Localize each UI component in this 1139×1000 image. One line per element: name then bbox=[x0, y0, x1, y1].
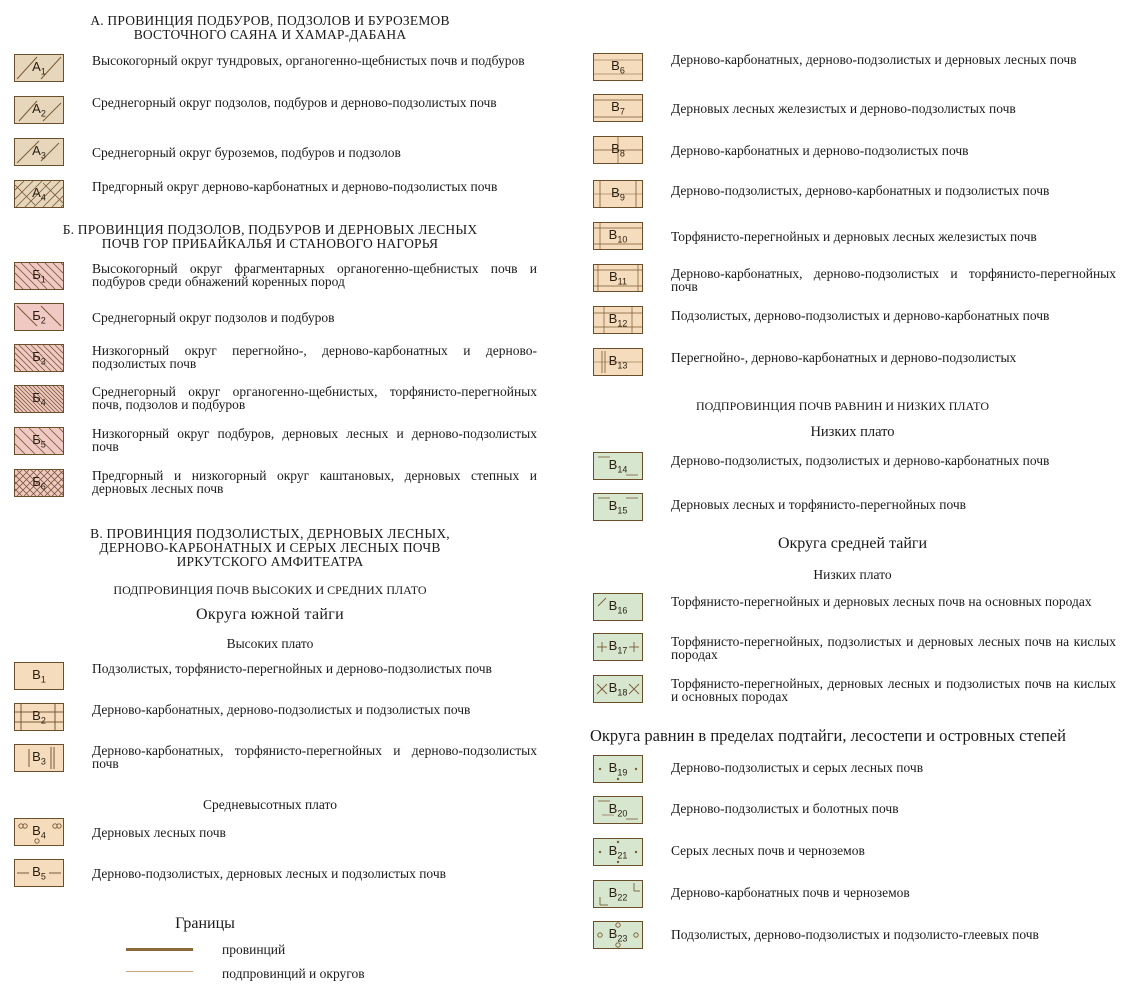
boundary-province-label: провинций bbox=[222, 942, 286, 957]
legend-text: Среднегорный округ органогенно-щебнистых, торфянисто-перегнойных почв, подзолов и подбуров bbox=[92, 384, 537, 412]
swatch-code: $А_1$ bbox=[32, 59, 46, 77]
legend-text: Торфянисто-перегнойных и дерновых лесных почв на основных породах bbox=[671, 594, 1092, 609]
legend-text: Среднегорный округ буроземов, подбуров и подзолов bbox=[92, 145, 401, 160]
swatch-B5 bbox=[14, 427, 64, 455]
province-a-title-line2: ВОСТОЧНОГО САЯНА И ХАМАР-ДАБАНА bbox=[133, 27, 407, 42]
province-a-title-line1: А. ПРОВИНЦИЯ ПОДБУРОВ, ПОДЗОЛОВ И БУРОЗЕМОВ bbox=[90, 13, 450, 28]
legend-text: Торфянисто-перегнойных, подзолистых и дерновых лесных почв на кислых породах bbox=[671, 634, 1116, 662]
swatch-code: $Б_5$ bbox=[32, 432, 46, 450]
swatch-code: $В_6$ bbox=[611, 58, 625, 76]
swatch-code: $В_4$ bbox=[32, 823, 46, 841]
swatch-V3 bbox=[14, 744, 64, 772]
legend-text: Дерново-подзолистых и болотных почв bbox=[671, 801, 899, 816]
swatch-V11 bbox=[593, 264, 643, 292]
swatch-code: $В_{20}$ bbox=[608, 801, 628, 819]
province-b-title-line1: Б. ПРОВИНЦИЯ ПОДЗОЛОВ, ПОДБУРОВ И ДЕРНОВЫХ ЛЕСНЫХ bbox=[62, 222, 478, 237]
legend-text: Дерново-подзолистых и серых лесных почв bbox=[671, 760, 924, 775]
swatch-V1 bbox=[14, 662, 64, 690]
swatch-code: $В_2$ bbox=[32, 708, 46, 726]
legend-text: Высокогорный округ фрагментарных органогенно-щебнистых почв и подбуров среди обнажений коренных пород bbox=[92, 261, 537, 289]
legend-text: Дерново-карбонатных, дерново-подзолистых и торфянисто-перегнойных почв bbox=[671, 266, 1116, 294]
legend-text: Торфянисто-перегнойных и дерновых лесных железистых почв bbox=[671, 229, 1037, 244]
swatch-V5 bbox=[14, 859, 64, 887]
province-b-heading bbox=[20, 223, 520, 251]
okrug-south-taiga-heading: Округа южной тайги bbox=[196, 606, 344, 623]
swatch-V9 bbox=[593, 180, 643, 208]
province-a-heading bbox=[20, 14, 520, 42]
swatch-B2 bbox=[14, 303, 64, 331]
swatch-code: $В_8$ bbox=[611, 141, 625, 159]
swatch-code: $В_9$ bbox=[611, 185, 625, 203]
swatch-code: $В_{22}$ bbox=[608, 885, 628, 903]
legend-text: Высокогорный округ тундровых, органогенно-щебнистых почв и подбуров bbox=[92, 53, 525, 68]
subprovince-plains-low-plateau: ПОДПРОВИНЦИЯ ПОЧВ РАВНИН И НИЗКИХ ПЛАТО bbox=[696, 399, 989, 413]
legend-text: Низкогорный округ перегнойно-, дерново-карбонатных и дерново-подзолистых почв bbox=[92, 343, 537, 371]
swatch-code: $В_{15}$ bbox=[608, 498, 628, 516]
boundaries-heading: Границы bbox=[175, 915, 235, 932]
high-plateau-heading: Высоких плато bbox=[226, 636, 314, 651]
swatch-B1 bbox=[14, 262, 64, 290]
subprovince-high-mid-plateau: ПОДПРОВИНЦИЯ ПОЧВ ВЫСОКИХ И СРЕДНИХ ПЛАТО bbox=[113, 583, 427, 597]
legend-text: Среднегорный округ подзолов и подбуров bbox=[92, 310, 335, 325]
swatch-code: $Б_3$ bbox=[32, 349, 46, 367]
swatch-code: $В_3$ bbox=[32, 749, 46, 767]
legend-text: Дерново-подзолистых, подзолистых и дерново-карбонатных почв bbox=[671, 453, 1050, 468]
legend-text: Подзолистых, торфянисто-перегнойных и дерново-подзолистых почв bbox=[92, 661, 492, 676]
swatch-code: $В_{23}$ bbox=[608, 926, 628, 944]
province-v-title-line2: ДЕРНОВО-КАРБОНАТНЫХ И СЕРЫХ ЛЕСНЫХ ПОЧВ bbox=[99, 540, 441, 555]
swatch-V8 bbox=[593, 136, 643, 164]
swatch-code: $В_{11}$ bbox=[608, 269, 627, 287]
legend-text: Подзолистых, дерново-подзолистых и подзолисто-глеевых почв bbox=[671, 927, 1039, 942]
province-v-heading bbox=[20, 527, 520, 569]
legend-text: Дерново-подзолистых, дерновых лесных и подзолистых почв bbox=[92, 866, 446, 881]
boundary-subprovince-line bbox=[126, 971, 193, 972]
boundary-subprovince-label: подпровинций и округов bbox=[222, 966, 365, 981]
swatch-code: $В_5$ bbox=[32, 864, 46, 882]
province-v-title-line3: ИРКУТСКОГО АМФИТЕАТРА bbox=[176, 554, 364, 569]
legend-text: Серых лесных почв и черноземов bbox=[671, 843, 865, 858]
legend-text: Предгорный и низкогорный округ каштановых, дерновых степных и дерновых лесных почв bbox=[92, 468, 537, 496]
mid-plateau-heading: Средневысотных плато bbox=[202, 797, 338, 812]
swatch-V6 bbox=[593, 53, 643, 81]
swatch-code: $В_{21}$ bbox=[608, 843, 628, 861]
swatch-V18 bbox=[593, 675, 643, 703]
swatch-V22 bbox=[593, 880, 643, 908]
swatch-code: $В_{13}$ bbox=[608, 353, 628, 371]
swatch-code: $Б_2$ bbox=[32, 308, 46, 326]
swatch-V21 bbox=[593, 838, 643, 866]
legend-text: Дерново-карбонатных, дерново-подзолистых и дерновых лесных почв bbox=[671, 52, 1077, 67]
legend-text: Перегнойно-, дерново-карбонатных и дерново-подзолистых bbox=[671, 350, 1017, 365]
swatch-A2 bbox=[14, 96, 64, 124]
swatch-V17 bbox=[593, 633, 643, 661]
swatch-code: $А_3$ bbox=[32, 143, 46, 161]
swatch-code: $В_{17}$ bbox=[608, 638, 628, 656]
swatch-A1 bbox=[14, 54, 64, 82]
swatch-code: $А_4$ bbox=[32, 185, 46, 203]
legend-text: Предгорный округ дерново-карбонатных и дерново-подзолистых почв bbox=[92, 179, 498, 194]
swatch-B3 bbox=[14, 344, 64, 372]
legend-text: Дерновых лесных железистых и дерново-подзолистых почв bbox=[671, 101, 1016, 116]
legend-text: Торфянисто-перегнойных, дерновых лесных и подзолистых почв на кислых и основных породах bbox=[671, 676, 1116, 704]
province-b-title-line2: ПОЧВ ГОР ПРИБАЙКАЛЬЯ И СТАНОВОГО НАГОРЬЯ bbox=[101, 236, 439, 251]
swatch-V7 bbox=[593, 94, 643, 122]
swatch-code: $Б_4$ bbox=[32, 390, 46, 408]
swatch-V16 bbox=[593, 593, 643, 621]
swatch-code: $В_{14}$ bbox=[608, 457, 628, 475]
swatch-V10 bbox=[593, 222, 643, 250]
swatch-V2 bbox=[14, 703, 64, 731]
swatch-A3 bbox=[14, 138, 64, 166]
legend-text: Подзолистых, дерново-подзолистых и дерново-карбонатных почв bbox=[671, 308, 1050, 323]
swatch-B6 bbox=[14, 469, 64, 497]
swatch-code: $В_{10}$ bbox=[608, 227, 628, 245]
low-plateau-heading-2: Низких плато bbox=[813, 567, 892, 582]
legend-text: Дерново-карбонатных и дерново-подзолистых почв bbox=[671, 143, 969, 158]
legend-text: Дерновых лесных и торфянисто-перегнойных почв bbox=[671, 497, 967, 512]
legend-text: Среднегорный округ подзолов, подбуров и дерново-подзолистых почв bbox=[92, 95, 497, 110]
swatch-code: $В_7$ bbox=[611, 99, 625, 117]
swatch-code: $В_{16}$ bbox=[608, 598, 628, 616]
legend-text: Дерновых лесных почв bbox=[92, 825, 226, 840]
swatch-V15 bbox=[593, 493, 643, 521]
swatch-A4 bbox=[14, 180, 64, 208]
swatch-code: $В_{19}$ bbox=[608, 760, 628, 778]
swatch-code: $В_1$ bbox=[32, 667, 46, 685]
swatch-code: $А_2$ bbox=[32, 101, 46, 119]
swatch-B4 bbox=[14, 385, 64, 413]
swatch-code: $В_{18}$ bbox=[608, 680, 628, 698]
legend-text: Дерново-карбонатных, торфянисто-перегнойных и дерново-подзолистых почв bbox=[92, 743, 537, 771]
province-v-title-line1: В. ПРОВИНЦИЯ ПОДЗОЛИСТЫХ, ДЕРНОВЫХ ЛЕСНЫХ, bbox=[90, 526, 450, 541]
swatch-code: $В_{12}$ bbox=[608, 311, 628, 329]
okrug-mid-taiga-heading: Округа средней тайги bbox=[777, 535, 928, 552]
legend-text: Низкогорный округ подбуров, дерновых лесных и дерново-подзолистых почв bbox=[92, 426, 537, 454]
swatch-V4 bbox=[14, 818, 64, 846]
swatch-V23 bbox=[593, 921, 643, 949]
swatch-V12 bbox=[593, 306, 643, 334]
legend-text: Дерново-подзолистых, дерново-карбонатных и подзолистых почв bbox=[671, 183, 1050, 198]
swatch-code: $Б_1$ bbox=[32, 267, 46, 285]
swatch-V19 bbox=[593, 755, 643, 783]
legend-text: Дерново-карбонатных, дерново-подзолистых и подзолистых почв bbox=[92, 702, 471, 717]
swatch-code: $Б_6$ bbox=[32, 474, 46, 492]
legend-text: Дерново-карбонатных почв и черноземов bbox=[671, 885, 910, 900]
swatch-V20 bbox=[593, 796, 643, 824]
boundary-province-line bbox=[126, 948, 193, 951]
swatch-V14 bbox=[593, 452, 643, 480]
okrug-plains-heading: Округа равнин в пределах подтайги, лесостепи и островных степей bbox=[590, 726, 1066, 745]
low-plateau-heading: Низких плато bbox=[810, 424, 895, 440]
swatch-V13 bbox=[593, 348, 643, 376]
